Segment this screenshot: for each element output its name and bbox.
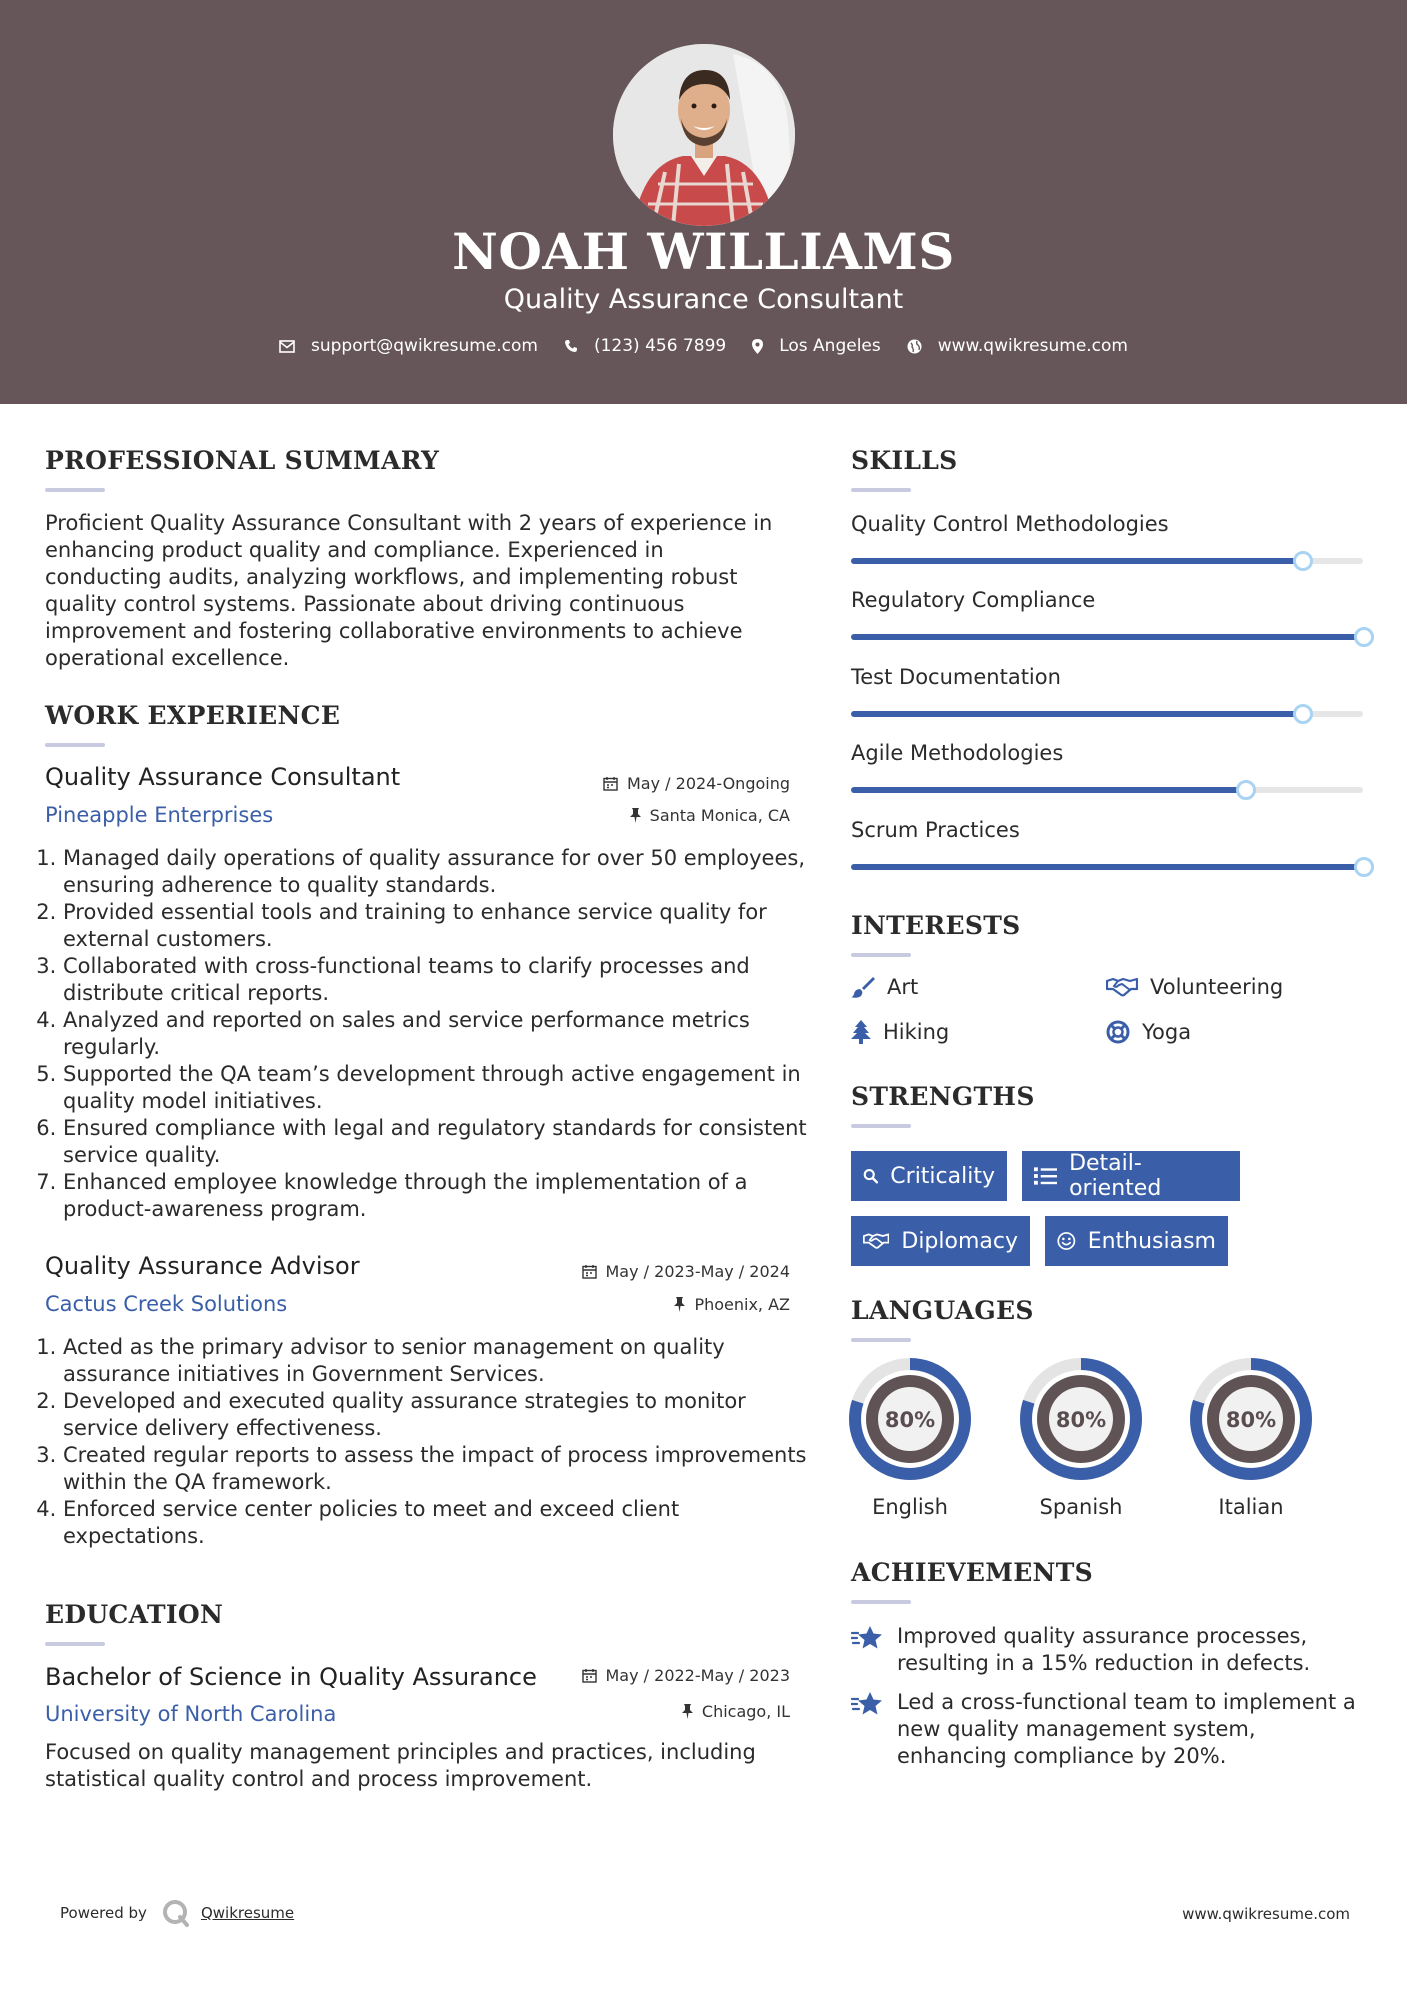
language-ring — [1189, 1357, 1313, 1481]
interests-heading: INTERESTS — [851, 911, 1021, 940]
handshake-icon — [863, 1231, 889, 1251]
interest-item — [851, 975, 918, 999]
languages-heading: LANGUAGES — [851, 1296, 1034, 1325]
skill-bar — [851, 787, 1363, 793]
skill-bar — [851, 864, 1363, 870]
calendar-icon — [603, 776, 618, 791]
skill-label: Agile Methodologies — [851, 741, 1064, 765]
strength-label: Diplomacy — [901, 1228, 1018, 1254]
language-percent: 80% — [1055, 1408, 1107, 1432]
list-item: 2. Provided essential tools and training to enhance service quality for external customers. — [63, 899, 813, 953]
handshake-icon — [1106, 977, 1138, 997]
education-dates-text: May / 2022-May / 2023 — [605, 1666, 790, 1685]
education-dates — [520, 1666, 790, 1685]
skill-bar-fill — [851, 787, 1245, 793]
candidate-role: Quality Assurance Consultant — [503, 284, 904, 315]
skill-bar-fill — [851, 864, 1363, 870]
contact-website[interactable] — [907, 336, 1128, 356]
interest-label: Art — [887, 975, 919, 999]
achievement-text: Improved quality assurance processes, resulting in a 15% reduction in defects. — [897, 1624, 1311, 1675]
list-item: 2. Developed and executed quality assurance strategies to monitor service delivery effectiveness. — [63, 1388, 813, 1442]
paintbrush-icon — [851, 976, 875, 998]
website-text: www.qwikresume.com — [937, 336, 1128, 356]
skill-bar-fill — [851, 634, 1363, 640]
candidate-name: NOAH WILLIAMS — [452, 222, 955, 281]
achievements-heading: ACHIEVEMENTS — [851, 1558, 1093, 1587]
interest-label: Volunteering — [1150, 975, 1284, 999]
skill-bar-knob — [1354, 857, 1374, 877]
skill-bar — [851, 558, 1363, 564]
company-name: Cactus Creek Solutions — [45, 1292, 288, 1316]
experience-heading: WORK EXPERIENCE — [45, 701, 341, 730]
heading-underline — [45, 1642, 105, 1646]
powered-by-text: Powered by — [60, 1904, 147, 1922]
skill-bar — [851, 634, 1363, 640]
job-title: Quality Assurance Consultant — [45, 763, 401, 791]
interest-label: Hiking — [883, 1020, 950, 1044]
language-percent: 80% — [1225, 1408, 1277, 1432]
education-location — [560, 1702, 790, 1721]
skill-label: Scrum Practices — [851, 818, 1020, 842]
list-item: 4. Analyzed and reported on sales and service performance metrics regularly. — [63, 1007, 813, 1061]
email-text: support@qwikresume.com — [311, 336, 538, 356]
language-ring — [848, 1357, 972, 1481]
education-description: Focused on quality management principles and practices, including statistical quality control and process improvement. — [45, 1740, 756, 1791]
location-text: Los Angeles — [779, 336, 881, 356]
language-item — [848, 1357, 972, 1519]
globe-icon — [907, 339, 922, 354]
job-dates — [540, 774, 790, 793]
brand-link[interactable]: Qwikresume — [200, 1904, 295, 1922]
footer-website[interactable]: www.qwikresume.com — [1182, 1905, 1350, 1923]
contact-bar — [0, 336, 1407, 356]
heading-underline — [851, 488, 911, 492]
footer-powered-by — [60, 1898, 294, 1928]
heading-underline — [45, 488, 105, 492]
interest-item — [851, 1020, 949, 1044]
heading-underline — [851, 1600, 911, 1604]
skills-heading: SKILLS — [851, 446, 958, 475]
skill-label: Quality Control Methodologies — [851, 512, 1169, 536]
star-icon — [851, 1625, 883, 1651]
language-name: Spanish — [1039, 1495, 1123, 1519]
contact-location — [752, 336, 881, 356]
strength-badge — [851, 1151, 1007, 1201]
map-pin-icon — [752, 339, 763, 354]
strength-badge — [1045, 1216, 1228, 1266]
list-icon — [1034, 1166, 1057, 1186]
list-item: 6. Ensured compliance with legal and regulatory standards for consistent service quality. — [63, 1115, 813, 1169]
skill-label: Regulatory Compliance — [851, 588, 1096, 612]
heading-underline — [45, 743, 105, 747]
profile-photo — [613, 44, 795, 226]
skill-bar-knob — [1236, 780, 1256, 800]
smile-icon — [1057, 1230, 1076, 1252]
job-dates — [520, 1262, 790, 1281]
job-dates-text: May / 2023-May / 2024 — [605, 1262, 790, 1281]
job-duties-list — [45, 1334, 813, 1550]
heading-underline — [851, 953, 911, 957]
strengths-heading: STRENGTHS — [851, 1082, 1035, 1111]
education-heading: EDUCATION — [45, 1600, 224, 1629]
achievement-item — [851, 1623, 1371, 1677]
search-icon — [863, 1165, 878, 1187]
skill-bar-fill — [851, 711, 1302, 717]
star-icon — [851, 1691, 883, 1717]
job-location-text: Phoenix, AZ — [694, 1295, 790, 1314]
company-name: Pineapple Enterprises — [45, 803, 274, 827]
heading-underline — [851, 1124, 911, 1128]
contact-phone[interactable] — [564, 336, 726, 356]
interest-item — [1106, 975, 1283, 999]
skill-bar-knob — [1354, 627, 1374, 647]
list-item: 4. Enforced service center policies to meet and exceed client expectations. — [63, 1496, 813, 1550]
skill-label: Test Documentation — [851, 665, 1061, 689]
language-name: Italian — [1218, 1495, 1284, 1519]
job-location — [540, 1295, 790, 1314]
summary-heading: PROFESSIONAL SUMMARY — [45, 446, 440, 475]
language-name: English — [872, 1495, 948, 1519]
education-location-text: Chicago, IL — [701, 1702, 790, 1721]
language-item — [1189, 1357, 1313, 1519]
job-location — [540, 806, 790, 825]
resume-header — [0, 0, 1407, 404]
strength-badge — [1022, 1151, 1240, 1201]
strength-label: Enthusiasm — [1087, 1228, 1216, 1254]
language-ring — [1019, 1357, 1143, 1481]
job-dates-text: May / 2024-Ongoing — [627, 774, 790, 793]
interest-item — [1106, 1020, 1191, 1044]
strength-label: Detail-oriented — [1069, 1151, 1162, 1201]
phone-text: (123) 456 7899 — [593, 336, 727, 356]
language-item — [1019, 1357, 1143, 1519]
calendar-icon — [582, 1668, 597, 1683]
degree-title: Bachelor of Science in Quality Assurance — [45, 1663, 537, 1691]
skill-bar — [851, 711, 1363, 717]
job-duties-list — [45, 845, 813, 1223]
person-portrait-image — [613, 44, 795, 226]
list-item: 1. Acted as the primary advisor to senior management on quality assurance initiatives in Government Services. — [63, 1334, 813, 1388]
tree-icon — [851, 1020, 871, 1044]
contact-email[interactable] — [279, 336, 538, 356]
strength-badge — [851, 1216, 1030, 1266]
qwikresume-logo-icon — [161, 1898, 191, 1928]
list-item: 7. Enhanced employee knowledge through the implementation of a product-awareness program. — [63, 1169, 813, 1223]
achievement-item — [851, 1689, 1371, 1770]
envelope-icon — [279, 340, 295, 353]
job-title: Quality Assurance Advisor — [45, 1252, 360, 1280]
job-location-text: Santa Monica, CA — [649, 806, 790, 825]
calendar-icon — [582, 1264, 597, 1279]
pushpin-icon — [674, 1297, 685, 1312]
lifebuoy-icon — [1106, 1020, 1130, 1044]
interest-label: Yoga — [1142, 1020, 1192, 1044]
skill-bar-knob — [1293, 704, 1313, 724]
phone-icon — [564, 339, 578, 353]
list-item: 5. Supported the QA team’s development through active engagement in quality model initiatives. — [63, 1061, 813, 1115]
achievement-text: Led a cross-functional team to implement a new quality management system, enhancing compliance by 20%. — [897, 1690, 1356, 1768]
heading-underline — [851, 1338, 911, 1342]
skill-bar-knob — [1293, 551, 1313, 571]
school-name: University of North Carolina — [45, 1702, 337, 1726]
skill-bar-fill — [851, 558, 1302, 564]
language-percent: 80% — [884, 1408, 936, 1432]
pushpin-icon — [682, 1704, 693, 1719]
list-item: 3. Created regular reports to assess the impact of process improvements within the QA framework. — [63, 1442, 813, 1496]
list-item: 1. Managed daily operations of quality assurance for over 50 employees, ensuring adherence to quality standards. — [63, 845, 813, 899]
summary-text: Proficient Quality Assurance Consultant with 2 years of experience in enhancing product quality and compliance. Experienced in conducting audits, analyzing workflows, and implementing robust quality control systems. Passionate about driving continuous improvement and fostering collaborative environments to achieve operational excellence. — [45, 511, 773, 670]
pushpin-icon — [630, 808, 641, 823]
strength-label: Criticality — [890, 1163, 995, 1189]
list-item: 3. Collaborated with cross-functional teams to clarify processes and distribute critical reports. — [63, 953, 813, 1007]
